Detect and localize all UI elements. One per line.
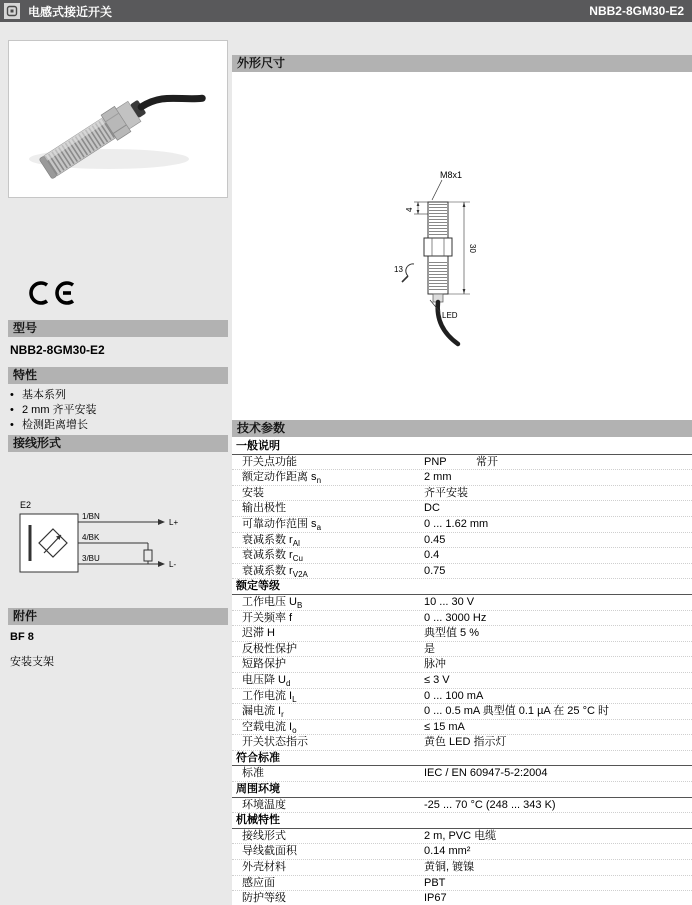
wiring-diagram-image: [12, 498, 217, 594]
wiring-pin1-label: 1/BN: [82, 512, 100, 521]
row-value-part: PNP: [424, 455, 447, 468]
row-label: 衰减系数 $r_{Al}$: [242, 533, 300, 548]
table-row: [232, 501, 692, 517]
table-row: [232, 720, 692, 736]
table-row: [232, 486, 692, 502]
row-value-part: 黄色 LED 指示灯: [424, 736, 507, 749]
table-row: [232, 735, 692, 751]
left-column: [8, 22, 228, 669]
row-value: [424, 689, 692, 704]
table-row: [232, 657, 692, 673]
wiring-pin2-label: 4/BK: [82, 533, 100, 542]
table-section-header: 符合标准: [232, 751, 692, 767]
row-value: [424, 766, 692, 781]
led-label: LED: [442, 311, 458, 320]
row-label: 额定动作距离 $s_n$: [242, 471, 322, 485]
row-label: 短路保护: [242, 658, 286, 671]
row-value: [424, 735, 692, 750]
row-value: [424, 829, 692, 844]
model-number-title: NBB2-8GM30-E2: [589, 4, 684, 18]
row-value: [424, 798, 692, 813]
table-row: [232, 626, 692, 642]
row-value: [424, 564, 692, 579]
row-label: 工作电流 $I_L$: [242, 689, 297, 704]
row-value-part: 0 ... 3000 Hz: [424, 611, 487, 624]
row-value-part: 0 ... 100 mA: [424, 689, 484, 702]
row-label: 开关点功能: [242, 455, 297, 468]
row-value: [424, 517, 692, 532]
table-row: [232, 766, 692, 782]
section-header-technical-data: 技术参数: [232, 420, 692, 437]
row-label: 衰减系数 $r_{V2A}$: [242, 564, 308, 579]
table-row: [232, 829, 692, 845]
row-value: [424, 626, 692, 641]
row-value: [424, 720, 692, 735]
row-value: [424, 704, 692, 719]
wiring-pin3-label: 3/BU: [82, 554, 100, 563]
table-row: [232, 642, 692, 658]
row-value: [424, 876, 692, 891]
row-value: [424, 595, 692, 610]
row-label: 开关状态指示: [242, 736, 308, 749]
row-value: [424, 470, 692, 485]
row-value-part: IEC / EN 60947-5-2:2004: [424, 767, 548, 780]
row-value: [424, 657, 692, 672]
wiring-variant-label: E2: [20, 500, 32, 510]
row-label: 迟滞 H: [242, 627, 275, 640]
wiring-lplus-label: L+: [169, 518, 179, 527]
row-value-part: 2 m, PVC 电缆: [424, 829, 497, 842]
feature-label: 检测距离增长: [22, 419, 88, 431]
row-label: 空载电流 $I_o$: [242, 720, 297, 735]
accessory-description: 安装支架: [10, 656, 54, 668]
bullet-icon: •: [10, 389, 14, 401]
technical-data-table: [232, 437, 692, 905]
table-row: [232, 470, 692, 486]
row-value-part: 0.14 mm²: [424, 845, 471, 858]
row-value-part: 0 ... 0.5 mA 典型值 0.1 µA 在 25 °C 时: [424, 705, 609, 718]
section-header-model: 型号: [8, 320, 228, 337]
row-value-part: 是: [424, 642, 435, 655]
table-row: [232, 798, 692, 814]
sensor-icon-glyph: [6, 5, 18, 17]
product-photo: [8, 40, 228, 198]
ce-mark-glyph: [26, 278, 78, 308]
table-section-header: 额定等级: [232, 579, 692, 595]
top-header-bar: [0, 0, 692, 22]
table-row: [232, 689, 692, 705]
row-value-part: 0.75: [424, 564, 446, 577]
right-column: [232, 22, 692, 905]
table-row: [232, 704, 692, 720]
row-value-part: 齐平安装: [424, 486, 468, 499]
dimension-drawing: [378, 168, 548, 378]
row-label: 开关频率 f: [242, 611, 293, 624]
row-value-part: -25 ... 70 °C (248 ... 343 K): [424, 798, 556, 811]
row-value: [424, 533, 692, 548]
features-list: [8, 384, 228, 433]
accessory-name: BF 8: [10, 631, 34, 643]
row-value: [424, 891, 692, 905]
row-value-part: 黄铜, 镀镍: [424, 861, 475, 874]
table-row: [232, 891, 692, 905]
row-label: 可靠动作范围 $s_a$: [242, 517, 322, 532]
row-value-part: 10 ... 30 V: [424, 595, 475, 608]
feature-label: 2 mm 齐平安装: [22, 404, 97, 416]
row-label: 接线形式: [242, 829, 286, 842]
table-row: [232, 611, 692, 627]
row-label: 输出极性: [242, 502, 286, 515]
table-row: [232, 455, 692, 471]
table-row: [232, 533, 692, 549]
row-label: 环境温度: [242, 798, 286, 811]
wiring-lminus-label: L-: [169, 560, 177, 569]
bullet-icon: •: [10, 404, 14, 416]
row-label: 反极性保护: [242, 642, 297, 655]
row-value-part: ≤ 15 mA: [424, 720, 465, 733]
row-value: [424, 860, 692, 875]
row-label: 工作电压 $U_B$: [242, 595, 303, 610]
section-header-connection: 接线形式: [8, 435, 228, 452]
table-row: [232, 517, 692, 533]
wiring-diagram: [8, 452, 228, 608]
table-section-header: 机械特性: [232, 813, 692, 829]
dimension-drawing-area: [232, 72, 692, 420]
row-value: [424, 844, 692, 859]
table-row: [232, 548, 692, 564]
section-header-dimensions: 外形尺寸: [232, 55, 692, 72]
feature-item: [10, 388, 228, 403]
model-value: NBB2-8GM30-E2: [10, 343, 105, 357]
table-row: [232, 673, 692, 689]
row-value: [424, 611, 692, 626]
sensor-icon: [4, 3, 20, 19]
table-section-header: 周围环境: [232, 782, 692, 798]
row-value-part: DC: [424, 502, 440, 515]
row-value-part: 典型值 5 %: [424, 627, 480, 640]
table-row: [232, 876, 692, 892]
table-row: [232, 860, 692, 876]
row-value-part: 常开: [476, 455, 498, 468]
row-label: 外壳材料: [242, 861, 286, 874]
row-value-part: 脉冲: [424, 658, 446, 671]
feature-item: [10, 418, 228, 433]
feature-item: [10, 403, 228, 418]
row-value-part: 0 ... 1.62 mm: [424, 517, 489, 530]
bullet-icon: •: [10, 419, 14, 431]
row-label: 防护等级: [242, 892, 286, 905]
table-row: [232, 595, 692, 611]
row-label: 衰减系数 $r_{Cu}$: [242, 549, 303, 563]
dim-length-label: 30: [468, 244, 477, 253]
row-value: [424, 486, 692, 501]
row-label: 电压降 $U_d$: [242, 673, 291, 688]
table-row: [232, 564, 692, 580]
row-label: 感应面: [242, 876, 275, 889]
row-value: [424, 501, 692, 516]
ce-mark: [26, 278, 228, 308]
feature-label: 基本系列: [22, 389, 66, 401]
row-label: 标准: [242, 767, 264, 780]
table-row: [232, 844, 692, 860]
row-label: 漏电流 $I_r$: [242, 705, 284, 719]
row-value-part: 2 mm: [424, 471, 452, 484]
row-value-part: IP67: [424, 892, 447, 905]
row-value-part: ≤ 3 V: [424, 673, 450, 686]
section-header-accessories: 附件: [8, 608, 228, 625]
section-header-features: 特性: [8, 367, 228, 384]
dim-wrench-label: 13: [394, 265, 403, 274]
dim-front-label: 4: [405, 207, 414, 212]
row-label: 导线截面积: [242, 845, 297, 858]
row-value-part: 0.45: [424, 533, 446, 546]
row-value: [424, 642, 692, 657]
table-section-header: 一般说明: [232, 439, 692, 455]
product-photo-image: [9, 41, 227, 197]
row-value: [424, 673, 692, 688]
row-label: 安装: [242, 486, 264, 499]
row-value-part: 0.4: [424, 549, 440, 562]
row-value-part: PBT: [424, 876, 446, 889]
row-value: [424, 548, 692, 563]
product-type-title: 电感式接近开关: [28, 4, 113, 19]
row-value: [424, 455, 692, 470]
thread-size-label: M8x1: [440, 170, 463, 180]
